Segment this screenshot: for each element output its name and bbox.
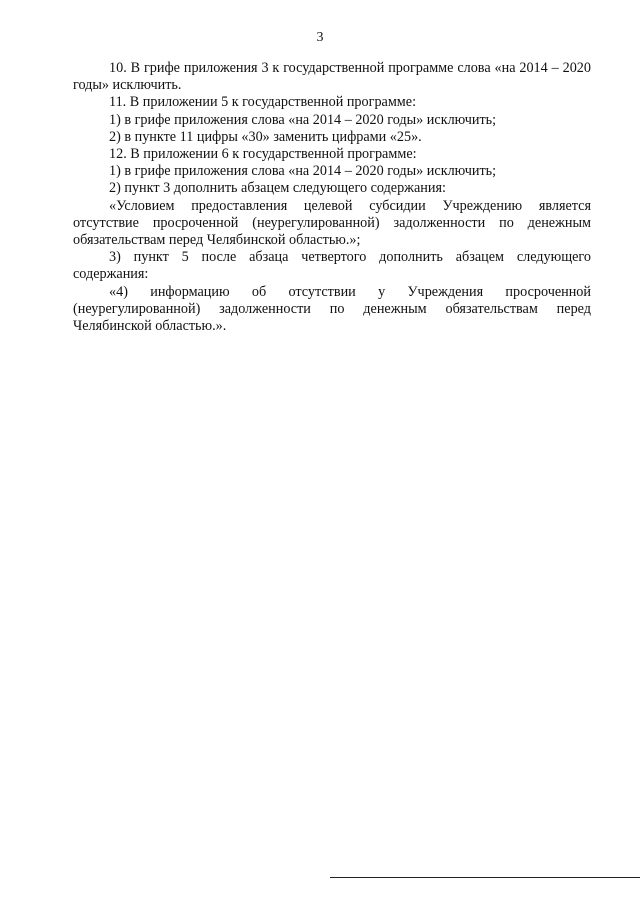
quoted-condition-paragraph: «Условием предоставления целевой субсидии Учреждению является отсутствие просроченной (неурегулированной) задолженности по денежным обязательствам перед Челябинской областью.»; xyxy=(73,197,591,249)
paragraph-12: 12. В приложении 6 к государственной программе: xyxy=(109,146,417,163)
paragraph-12-item-2: 2) пункт 3 дополнить абзацем следующего содержания: xyxy=(109,180,446,197)
quoted-item-4-paragraph: «4) информацию об отсутствии у Учреждения просроченной (неурегулированной) задолженности по денежным обязательствам перед Челябинской областью.». xyxy=(73,283,591,335)
paragraph-12-item-1: 1) в грифе приложения слова «на 2014 – 2020 годы» исключить; xyxy=(109,163,497,180)
page-number: 3 xyxy=(316,30,324,45)
paragraph-10: 10. В грифе приложения 3 к государственной программе слова «на 2014 – 2020 годы» исключить. xyxy=(73,60,591,94)
paragraph-11-item-2: 2) в пункте 11 цифры «30» заменить цифрами «25». xyxy=(109,128,422,145)
document-body xyxy=(73,60,591,335)
paragraph-11-item-1: 1) в грифе приложения слова «на 2014 – 2020 годы» исключить; xyxy=(109,111,497,128)
footer-rule xyxy=(330,877,640,878)
paragraph-11: 11. В приложении 5 к государственной программе: xyxy=(109,94,417,111)
paragraph-12-item-3: 3) пункт 5 после абзаца четвертого дополнить абзацем следующего содержания: xyxy=(73,249,591,283)
